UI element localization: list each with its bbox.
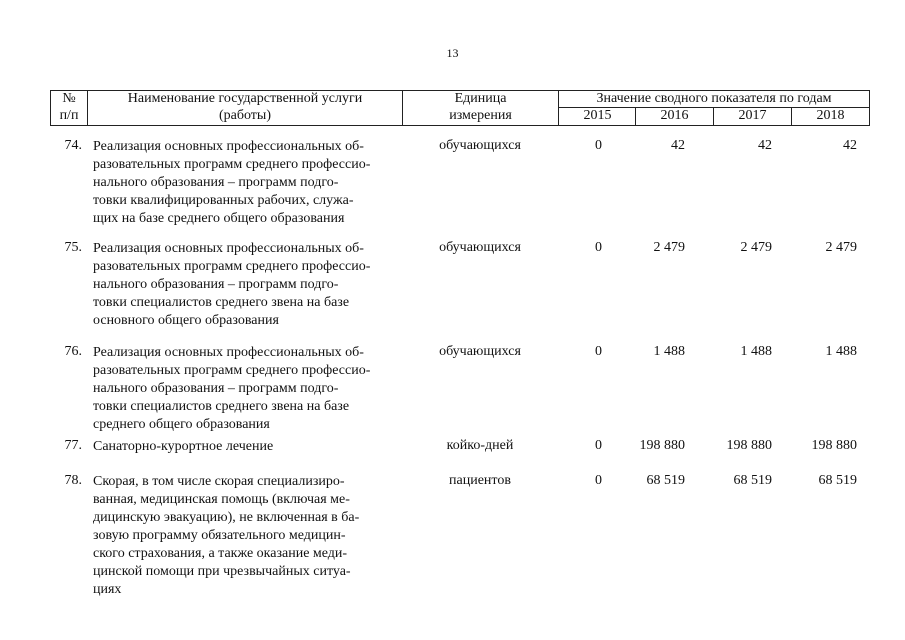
service-name: Реализация основных профессиональных об- разовательных программ среднего профессио- нального образования – программ подго- товки квалифицированных рабочих, служа- щих на базе среднего общего образования xyxy=(93,139,371,226)
value-2016: 68 519 xyxy=(646,473,685,488)
row-number: 74. xyxy=(64,138,82,153)
header-name-sublabel: (работы) xyxy=(218,108,271,123)
row-number: 76. xyxy=(64,344,82,359)
value-2015: 0 xyxy=(595,240,602,255)
value-2018: 68 519 xyxy=(818,473,857,488)
value-2015: 0 xyxy=(595,438,602,453)
unit-of-measure: пациентов xyxy=(449,473,511,488)
header-values-title: Значение сводного показателя по годам xyxy=(596,91,832,106)
unit-of-measure: обучающихся xyxy=(439,240,521,255)
service-name: Скорая, в том числе скорая специализиро- ванная, медицинская помощь (включая ме- дицинскую эвакуацию), не включенная в ба- зовую программу обязательного медицин- ского страхования, а также оказание меди- цинской помощи при чрезвычайных ситуа- циях xyxy=(93,474,360,597)
header-num-sublabel: п/п xyxy=(59,108,79,123)
page-number: 13 xyxy=(446,46,459,60)
header-num-label: № xyxy=(62,91,76,106)
value-2016: 42 xyxy=(671,138,685,153)
unit-of-measure: обучающихся xyxy=(439,138,521,153)
header-year-2018: 2018 xyxy=(816,108,845,123)
value-2015: 0 xyxy=(595,344,602,359)
header-year-2017: 2017 xyxy=(738,108,767,123)
header-name-label: Наименование государственной услуги xyxy=(127,91,363,106)
value-2016: 2 479 xyxy=(653,240,685,255)
row-number: 75. xyxy=(64,240,82,255)
header-unit-sublabel: измерения xyxy=(449,108,512,123)
value-2018: 42 xyxy=(843,138,857,153)
value-2017: 2 479 xyxy=(740,240,772,255)
header-year-2015: 2015 xyxy=(583,108,612,123)
header-year-2016: 2016 xyxy=(660,108,689,123)
value-2017: 198 880 xyxy=(726,438,772,453)
value-2018: 1 488 xyxy=(825,344,857,359)
service-name: Санаторно-курортное лечение xyxy=(93,439,274,454)
value-2018: 2 479 xyxy=(825,240,857,255)
unit-of-measure: койко-дней xyxy=(446,438,514,453)
value-2018: 198 880 xyxy=(811,438,857,453)
value-2016: 198 880 xyxy=(639,438,685,453)
service-name: Реализация основных профессиональных об- разовательных программ среднего профессио- нального образования – программ подго- товки специалистов среднего звена на базе основного общего образования xyxy=(93,241,371,328)
value-2017: 1 488 xyxy=(740,344,772,359)
table-header xyxy=(50,90,870,126)
value-2017: 42 xyxy=(758,138,772,153)
value-2016: 1 488 xyxy=(653,344,685,359)
row-number: 77. xyxy=(64,438,82,453)
header-unit-label: Единица xyxy=(454,91,507,106)
unit-of-measure: обучающихся xyxy=(439,344,521,359)
value-2017: 68 519 xyxy=(733,473,772,488)
value-2015: 0 xyxy=(595,138,602,153)
service-name: Реализация основных профессиональных об- разовательных программ среднего профессио- нального образования – программ подго- товки специалистов среднего звена на базе среднего общего образования xyxy=(93,345,371,432)
row-number: 78. xyxy=(64,473,82,488)
value-2015: 0 xyxy=(595,473,602,488)
